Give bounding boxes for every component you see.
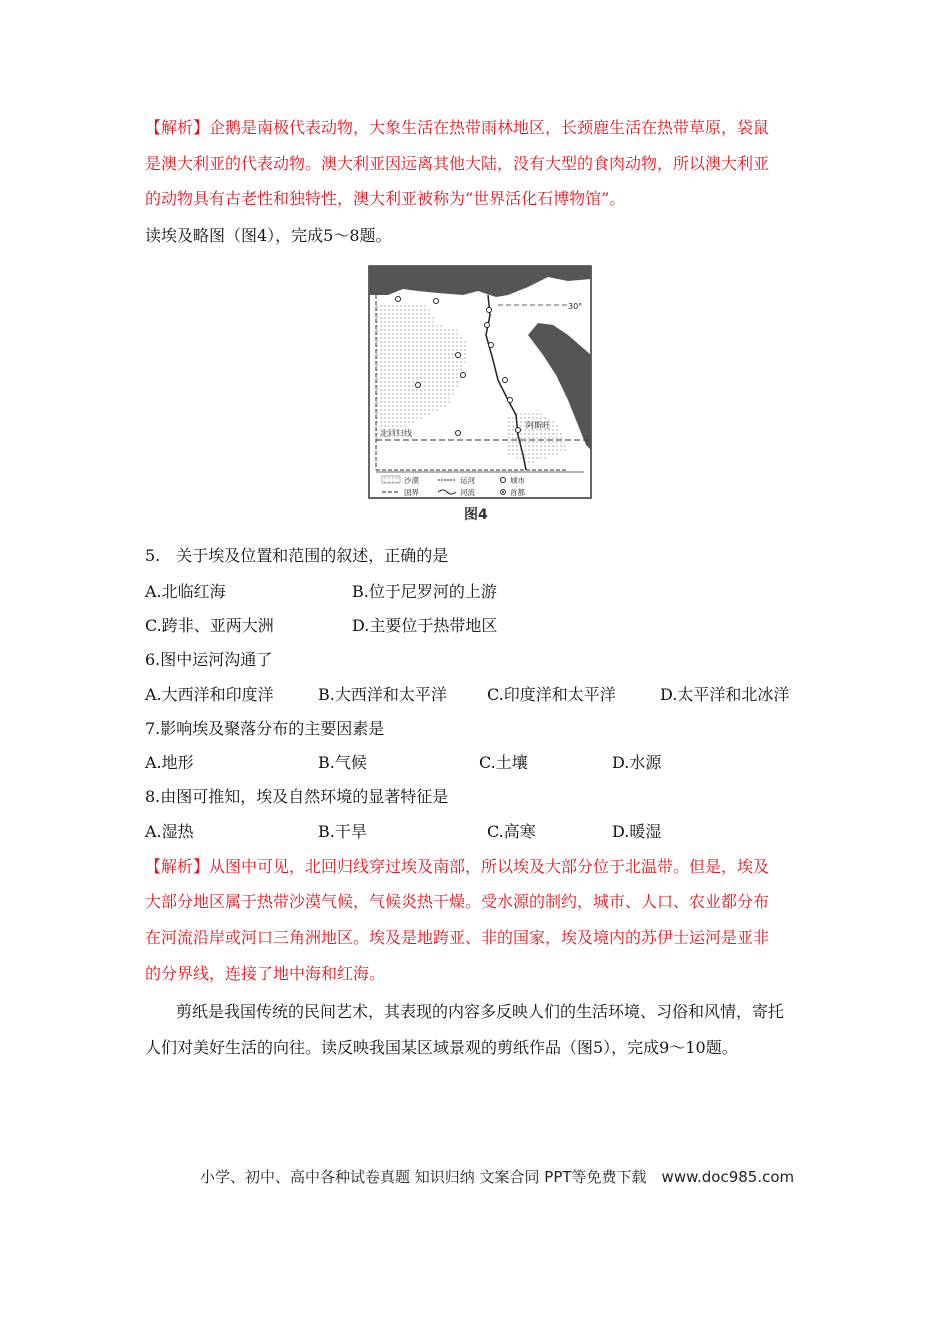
legend-city: 城市 (510, 476, 525, 485)
paragraph-line-2: 人们对美好生活的向往。读反映我国某区域景观的剪纸作品（图5），完成9～10题。 (145, 1038, 738, 1057)
question-7-option-b: B.气候 (318, 753, 367, 772)
latitude-label: 30° (568, 302, 583, 311)
question-6-option-d: D.太平洋和北冰洋 (660, 685, 790, 704)
intro-text: 读埃及略图（图4），完成5～8题。 (145, 226, 392, 245)
legend-canal: 运河 (460, 476, 475, 485)
question-5-option-a: A.北临红海 (145, 582, 226, 601)
question-8-option-a: A.湿热 (145, 822, 194, 841)
question-8-option-c: C.高寒 (487, 822, 536, 841)
question-8-option-b: B.干旱 (318, 822, 367, 841)
tropic-label: 北回归线 (380, 429, 412, 438)
question-6-option-a: A.大西洋和印度洋 (145, 685, 274, 704)
analysis-1-line-3: 的动物具有古老性和独特性，澳大利亚被称为“世界活化石博物馆”。 (145, 189, 626, 208)
egypt-map (368, 265, 592, 499)
footer-text: 小学、初中、高中各种试卷真题 知识归纳 文案合同 PPT等免费下载 www.doc985.com (200, 1168, 795, 1186)
legend-desert: 沙漠 (404, 476, 419, 485)
question-5-option-d: D.主要位于热带地区 (352, 616, 498, 635)
analysis-2-line-1: 【解析】从图中可见，北回归线穿过埃及南部，所以埃及大部分位于北温带。但是，埃及 (145, 857, 770, 876)
analysis-1-line-1: 【解析】企鹅是南极代表动物，大象生活在热带雨林地区，长颈鹿生活在热带草原，袋鼠 (145, 118, 770, 137)
analysis-2-line-3: 在河流沿岸或河口三角洲地区。埃及是地跨亚、非的国家，埃及境内的苏伊士运河是亚非 (145, 928, 770, 947)
question-7-option-a: A.地形 (145, 753, 194, 772)
question-5-option-c: C.跨非、亚两大洲 (145, 616, 274, 635)
question-6-option-b: B.大西洋和太平洋 (318, 685, 447, 704)
legend-capital: 首都 (510, 488, 525, 497)
question-6-stem: 6.图中运河沟通了 (145, 650, 273, 669)
question-7-stem: 7.影响埃及聚落分布的主要因素是 (145, 719, 385, 738)
question-7-option-d: D.水源 (612, 753, 662, 772)
question-5-option-b: B.位于尼罗河的上游 (352, 582, 497, 601)
question-8-stem: 8.由图可推知，埃及自然环境的显著特征是 (145, 787, 449, 806)
analysis-1-line-2: 是澳大利亚的代表动物。澳大利亚因远离其他大陆，没有大型的食肉动物，所以澳大利亚 (145, 154, 770, 173)
question-8-option-d: D.暖湿 (612, 822, 662, 841)
question-5-stem: 5. 关于埃及位置和范围的叙述，正确的是 (145, 546, 449, 565)
legend-border: 国界 (404, 488, 419, 497)
analysis-2-line-4: 的分界线，连接了地中海和红海。 (145, 964, 386, 983)
question-6-option-c: C.印度洋和太平洋 (487, 685, 616, 704)
analysis-2-line-2: 大部分地区属于热带沙漠气候，气候炎热干燥。受水源的制约，城市、人口、农业都分布 (145, 892, 770, 911)
paragraph-line-1: 剪纸是我国传统的民间艺术，其表现的内容多反映人们的生活环境、习俗和风情，寄托 (176, 1002, 785, 1021)
question-7-option-c: C.土壤 (479, 753, 528, 772)
analysis-1-label: 【解析】 (145, 118, 210, 137)
figure-caption: 图4 (464, 507, 488, 523)
analysis-2-label: 【解析】 (145, 857, 210, 876)
legend-river: 河流 (460, 488, 475, 497)
aswan-label: 阿斯旺 (526, 421, 550, 430)
